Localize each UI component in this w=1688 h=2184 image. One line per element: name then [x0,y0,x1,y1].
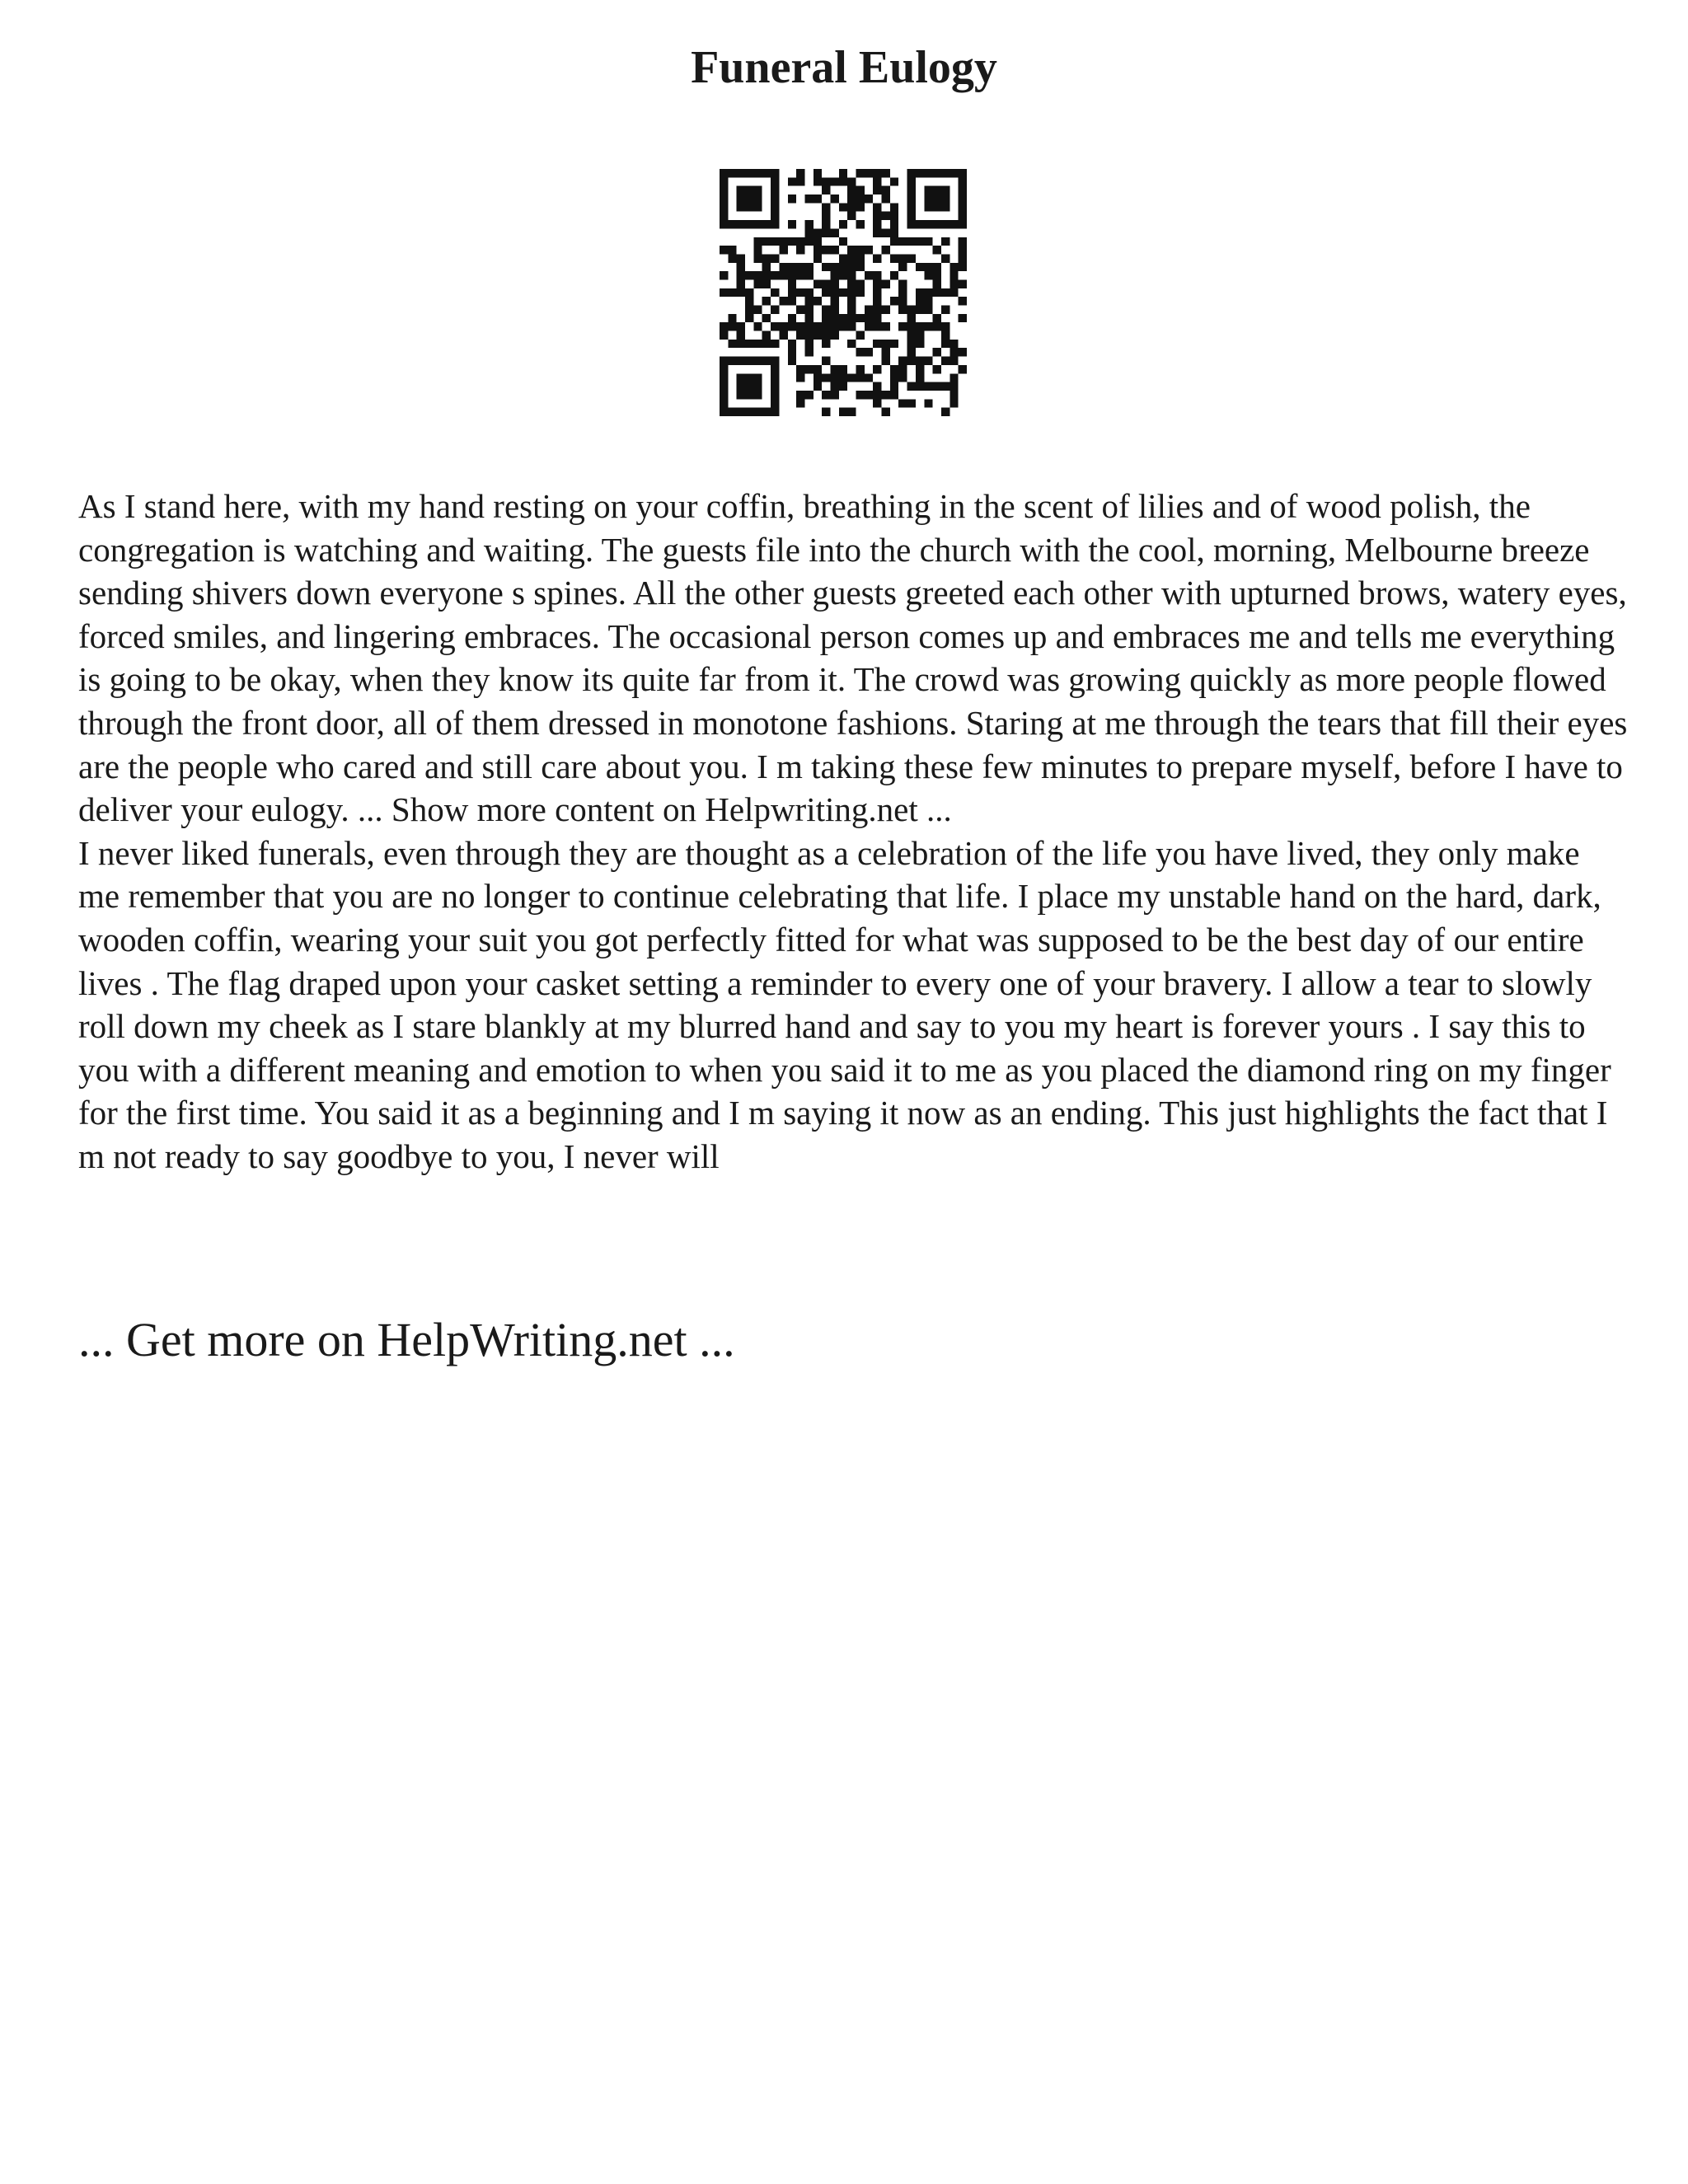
body-text [78,485,1628,1179]
paragraph-2: I never liked funerals, even through they are thought as a celebration of the life you have lived, they only make me remember that you are no longer to continue celebrating that life. I place my unstable hand on the hard, dark, wooden coffin, wearing your suit you got perfectly fitted for what was supposed to be the best day of our entire lives . The flag draped upon your casket setting a reminder to every one of your bravery. I allow a tear to slowly roll down my cheek as I stare blankly at my blurred hand and say to you my heart is forever yours . I say this to you with a different meaning and emotion to when you said it to me as you placed the diamond ring on my finger for the first time. You said it as a beginning and I m saying it now as an ending. This just highlights the fact that I m not ready to say goodbye to you, I never will [78,833,1611,1175]
page-title: Funeral Eulogy [691,42,997,93]
paragraph-1: As I stand here, with my hand resting on your coffin, breathing in the scent of lilies and of wood polish, the congregation is watching and waiting. The guests file into the church with the cool, morning, Melbourne breeze sending shivers down everyone s spines. All the other guests greeted each other with upturned brows, watery eyes, forced smiles, and lingering embraces. The occasional person comes up and embraces me and tells me everything is going to be okay, when they know its quite far from it. The crowd was growing quickly as more people flowed through the front door, all of them dressed in monotone fashions. Staring at me through the tears that fill their eyes are the people who cared and still care about you. I m taking these few minutes to prepare myself, before I have to deliver your eulogy. ... Show more content on Helpwriting.net ... [78,487,1628,829]
qr-code-icon [720,169,967,416]
get-more-link[interactable]: ... Get more on HelpWriting.net ... [78,1313,735,1366]
